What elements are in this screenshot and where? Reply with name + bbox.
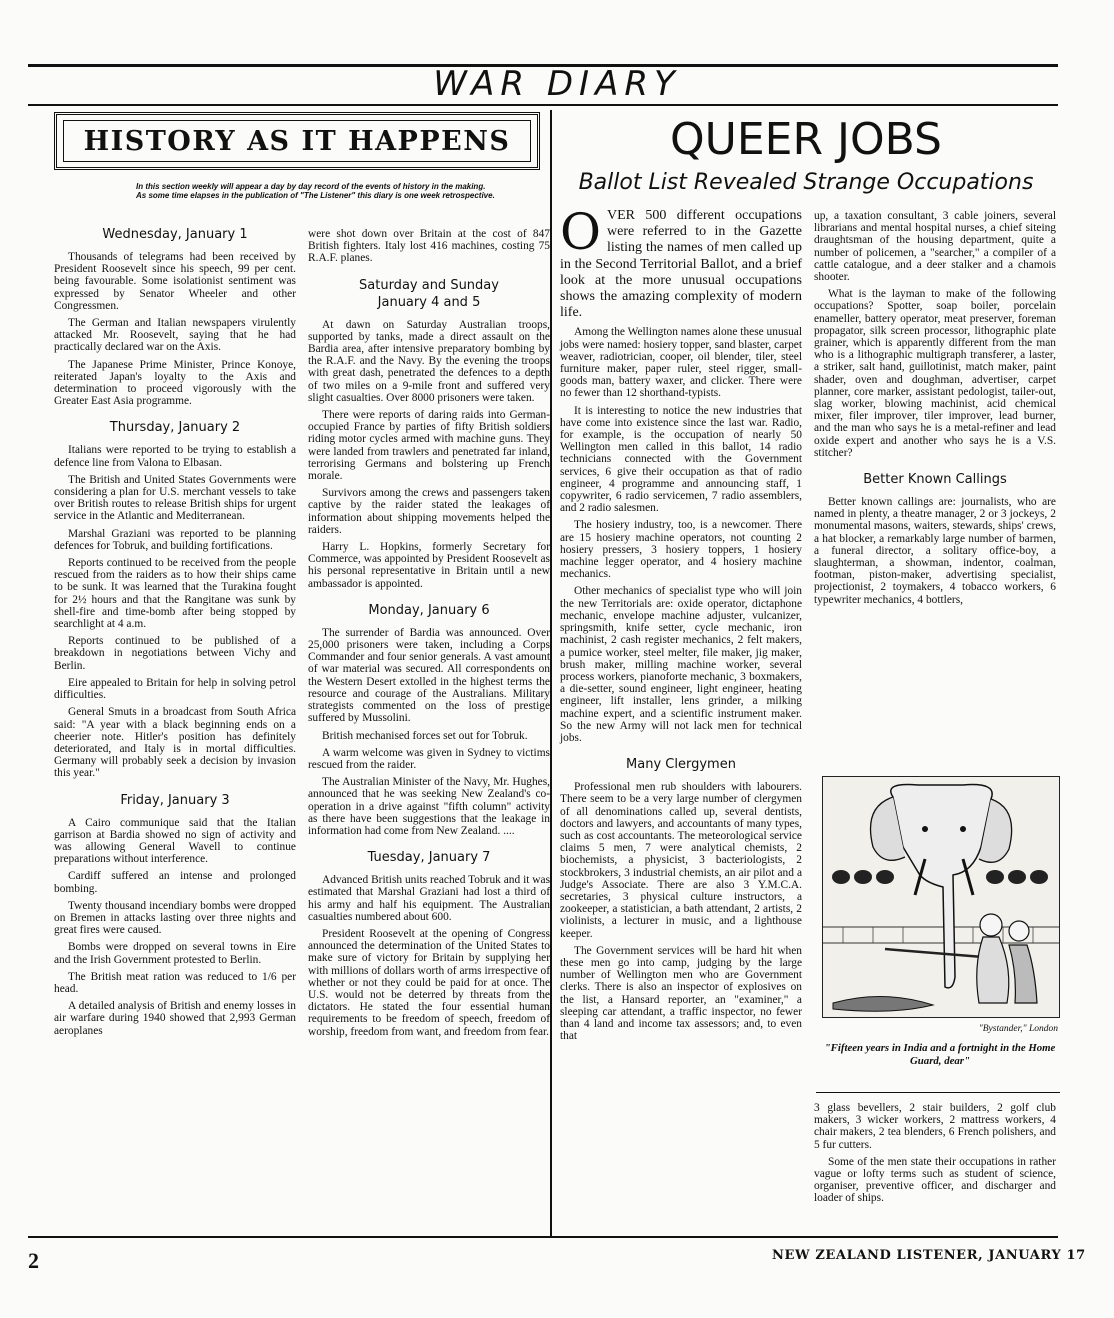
elephant-cartoon: [822, 776, 1060, 1018]
paragraph: Advanced British units reached Tobruk and it was estimated that Marshal Graziani had lost a third of his army and half his equipment. The Australian casualties numbered about 600.: [308, 874, 550, 923]
date-heading: Monday, January 6: [368, 602, 490, 618]
article-subtitle: Ballot List Revealed Strange Occupations: [578, 170, 1034, 195]
date-heading: Better Known Callings: [863, 472, 1007, 488]
paragraph: Better known callings are: journalists, who are named in plenty, a theatre manager, 2 or 3 jockeys, 2 monumental masons, waiters, stewards, ships' crews, a hat blocker, a remarkably large number of barmen, a funeral director, a solitary office-boy, a slaughterman, a showman, indentor, coalman, footman, piston-maker, advertising specialist, projectionist, 2 toymakers, 4 tobacco workers, 6 typewriter mechanics, 4 bottlers,: [814, 496, 1056, 606]
section-banner: WAR DIARY: [433, 64, 681, 104]
diary-intro: In this section weekly will appear a day by day record of the events of history in the making. As some time elapses in the publication of "The Listener" this diary is one week retrospective.: [136, 182, 495, 200]
paragraph: At dawn on Saturday Australian troops, supported by tanks, made a direct assault on the Bardia area, after intensive preparatory bombing by the R.A.F. and the Navy. By the evening the troops with great dash, penetrated the defences to a depth of two miles on a 9-mile front and suffered very slight casualties. Over 8000 prisoners were taken.: [308, 318, 550, 404]
column-divider: [550, 110, 552, 1236]
paragraph: Some of the men state their occupations in rather vague or lofty terms such as student of science, organiser, preventive officer, and discharger and loader of ships.: [814, 1155, 1056, 1205]
lead-text: VER 500 different occupations were referred to in the Gazette listing the names of men called up in the Second Territorial Ballot, and a brief look at the more unusual occupations shows the amazing complexity of modern life.: [560, 208, 802, 321]
date-heading: Friday, January 3: [120, 792, 230, 808]
footer-rule: [28, 1236, 1058, 1238]
paragraph: The Government services will be hard hit when these men go into camp, judging by the large number of Wellington men who are Government clerks. There is also an inspector of explosives on the list, a Hansard reporter, an "examiner," a sleeping car attendant, a traffic inspector, no fewer than 4 land and income tax assessors; and, to even that: [560, 944, 802, 1043]
article-column-2: [814, 210, 1056, 611]
paragraph: Eire appealed to Britain for help in solving petrol difficulties.: [54, 676, 296, 702]
date-heading: Wednesday, January 1: [102, 227, 248, 242]
cartoon-caption: "Fifteen years in India and a fortnight in the Home Guard, dear": [824, 1042, 1056, 1067]
paragraph: The surrender of Bardia was announced. Over 25,000 prisoners were taken, including a Corps Commander and four senior generals. A vast amount of war material was secured. All correspondents on the Western Desert extolled in the highest terms the resource and courage of the Australians. Military strategists commented on the loss of prestige suffered by Mussolini.: [308, 626, 550, 725]
paragraph: A warm welcome was given in Sydney to victims rescued from the raider.: [308, 746, 550, 771]
banner-rule: [28, 104, 1058, 106]
cartoon-illustration-icon: [823, 777, 1059, 1017]
paragraph: Reports continued to be published of a breakdown in negotiations between Vichy and Berlin.: [54, 635, 296, 672]
paragraph: Thousands of telegrams had been received by President Roosevelt since his speech, 99 per cent. being favourable. Some isolationist sentiment was expressed by Senator Wheeler and other Congressmen.: [54, 251, 296, 312]
publication-footer: NEW ZEALAND LISTENER, JANUARY 17: [772, 1248, 1086, 1263]
paragraph: Reports continued to be received from the people rescued from the raiders as to how their ships came to be sunk. It was learned that the Turakina fought for 2½ hours and that the Rangitane was sunk by shell-fire and time-bomb after being stopped by searchlight at 4 a.m.: [54, 557, 296, 631]
paragraph: What is the layman to make of the following occupations? Spotter, soap boiler, porcelain enameller, battery operator, meat preserver, foreman propagator, silk screen processor, lithographic plate grainer, which is apparently different from the man who is a lithographic multigraph transferer, a laster, a striker, salt hand, guillotinist, match maker, paint shader, oven and doughman, advertiser, carpet planner, core marker, assistant pedologist, tailer-out, slag worker, blowing machinist, acid chemical mixer, filer improver, tiler improver, lead burner, and the man who says he is a metal-refiner and lead oxide expert and another who says he is a V.S. stitcher?: [814, 288, 1056, 459]
paragraph: A Cairo communique said that the Italian garrison at Bardia showed no sign of activity and was allowing General Wavell to continue preparations without interference.: [54, 816, 296, 866]
paragraph: up, a taxation consultant, 3 cable joiners, several librarians and mental hospital nurses, a chief siteing draughtsman of the housing department, quite a number of policemen, a "searcher," a compiler of a cattle catalogue, and a deer stalker and a chamois shooter.: [814, 210, 1056, 284]
article-column-1: [560, 203, 802, 1047]
paragraph: President Roosevelt at the opening of Congress announced the determination of the United States to make sure of victory for Britain by supplying her with millions of dollars worth of arms irrespective of whether or not they could be paid for at once. The U.S. would not be deterred by threats from the dictators. He stated the four essential human requirements to be freedom of speech, freedom of worship, freedom from want, and freedom from fear.: [308, 927, 550, 1038]
history-heading-box: [54, 112, 540, 170]
date-heading: Thursday, January 2: [109, 420, 241, 436]
paragraph: Cardiff suffered an intense and prolonged bombing.: [54, 870, 296, 895]
paragraph: Professional men rub shoulders with labourers. There seem to be a very large number of clergymen of all denominations called up, several dentists, doctors and lawyers, and accountants of many types, such as cost accountants. The meteorological service claims 5 men, 7 were analytical chemists, 2 biochemists, a physicist, 3 bacteriologists, 2 stockbrokers, 3 industrial chemists, an air pilot and a Judge's Associate. There are also 3 Y.M.C.A. secretaries, 3 physical culture instructors, a zookeeper, a statistician, a bath attendant, 2 artists, 2 violinists, a lecturer in music, and a lighthouse keeper.: [560, 781, 802, 940]
paragraph: Other mechanics of specialist type who will join the new Territorials are: oxide operator, dictaphone mechanic, envelope machine adjuster, vulcanizer, springsmith, knife setter, cycle mechanic, iron machinist, 2 cash register mechanics, 2 felt makers, a pumice worker, steel melter, file maker, jig maker, brush maker, milling machine worker, several process workers, pianoforte mechanic, 3 boxmakers, a die-setter, sound engineer, light engineer, heating engineer, lift installer, lens grinder, a milking machine expert, and a scientific instrument maker. So the new Army will not lack men for technical jobs.: [560, 585, 802, 744]
history-heading: HISTORY AS IT HAPPENS: [63, 120, 531, 162]
date-heading: Many Clergymen: [626, 757, 736, 773]
paragraph: The German and Italian newspapers virulently attacked Mr. Roosevelt, saying that he had practically declared war on the Axis.: [54, 317, 296, 354]
paragraph: The Japanese Prime Minister, Prince Konoye, reiterated Japan's loyalty to the Axis and determination to proceed vigorously with the Greater East Asia programme.: [54, 358, 296, 408]
paragraph: General Smuts in a broadcast from South Africa said: "A year with a black beginning ends on a cheerier note. Hitler's position has definitely deteriorated, and Italy is in mortal difficulties. Germany will probably seek a decision by invasion this year.": [54, 706, 296, 780]
drop-cap: O: [560, 203, 601, 261]
paragraph: Survivors among the crews and passengers taken captive by the raider stated the leakages of information about shipping movements helped the raiders.: [308, 487, 550, 536]
date-heading: Saturday and Sunday January 4 and 5: [359, 277, 499, 310]
paragraph: The Australian Minister of the Navy, Mr. Hughes, announced that he was seeking New Zealand's co-operation in a drive against "fifth column" activity as there have been suggestions that the leakage in information had come from New Zealand. ....: [308, 776, 550, 837]
paragraph: British mechanised forces set out for Tobruk.: [322, 729, 528, 742]
paragraph: A detailed analysis of British and enemy losses in air warfare during 1940 showed that 2,993 German aeroplanes: [54, 1000, 296, 1037]
paragraph: Twenty thousand incendiary bombs were dropped on Bremen in attacks lasting over three nights and great fires were caused.: [54, 899, 296, 937]
paragraph: Harry L. Hopkins, formerly Secretary for Commerce, was appointed by President Roosevelt as his personal representative in Britain until a new ambassador is appointed.: [308, 541, 550, 590]
diary-column-1: [54, 226, 296, 1042]
paragraph: The British and United States Governments were considering a plan for U.S. merchant vessels to take over British routes to release British ships for urgent service in the Atlantic and Mediterranean.: [54, 473, 296, 523]
paragraph: It is interesting to notice the new industries that have come into existence since the last war. Radio, for example, is the occupation of nearly 50 Wellington men called in this ballot, 14 radio technicians connected with the Government services, 6 give their occupation as that of radio engineer, 4 programme and announcing staff, 1 copywriter, 6 radio servicemen, 7 radio assemblers, and 2 radio salesmen.: [560, 404, 802, 515]
diary-column-2: [308, 228, 550, 1043]
paragraph: There were reports of daring raids into German-occupied France by parties of fifty British soldiers riding motor cycles armed with machine guns. They were landed from trawlers and penetrated far inland, terrorising Germans and bolstering up French morale.: [308, 409, 550, 483]
date-heading: Tuesday, January 7: [367, 850, 491, 866]
article-title: QUEER JOBS: [670, 114, 942, 165]
cartoon-credit: "Bystander," London: [978, 1024, 1058, 1034]
article-lead: [560, 203, 802, 321]
paragraph: were shot down over Britain at the cost of 847 British fighters. Italy lost 416 machines, costing 75 R.A.F. planes.: [308, 228, 550, 265]
paragraph: The hosiery industry, too, is a newcomer. There are 15 hosiery machine operators, not counting 2 hosiery pressers, 3 hosiery toppers, 1 hosiery machine legger operator, and 4 hosiery machine mechanics.: [560, 519, 802, 581]
paragraph: Italians were reported to be trying to establish a defence line from Valona to Elbasan.: [54, 444, 296, 469]
paragraph: Bombs were dropped on several towns in Eire and the Irish Government protested to Berlin.: [54, 941, 296, 966]
article-column-2-continued: [814, 1102, 1056, 1210]
paragraph: The British meat ration was reduced to 1/6 per head.: [54, 970, 296, 995]
paragraph: 3 glass bevellers, 2 stair builders, 2 golf club makers, 3 wicker workers, 2 mattress workers, 4 chair makers, 2 tea blenders, 6 French polishers, and 5 fur cutters.: [814, 1102, 1056, 1151]
paragraph: Marshal Graziani was reported to be planning defences for Tobruk, and building fortifications.: [54, 527, 296, 552]
caption-rule: [816, 1092, 1060, 1093]
page-number: 2: [28, 1248, 39, 1273]
paragraph: Among the Wellington names alone these unusual jobs were named: hosiery topper, sand blaster, carpet weaver, radiotrician, cooper, oil blender, tiler, steel furniture maker, paper ruler, steel rigger, small-goods man, battery waxer, and clicker. There were no fewer than 12 shorthand-typists.: [560, 326, 802, 400]
